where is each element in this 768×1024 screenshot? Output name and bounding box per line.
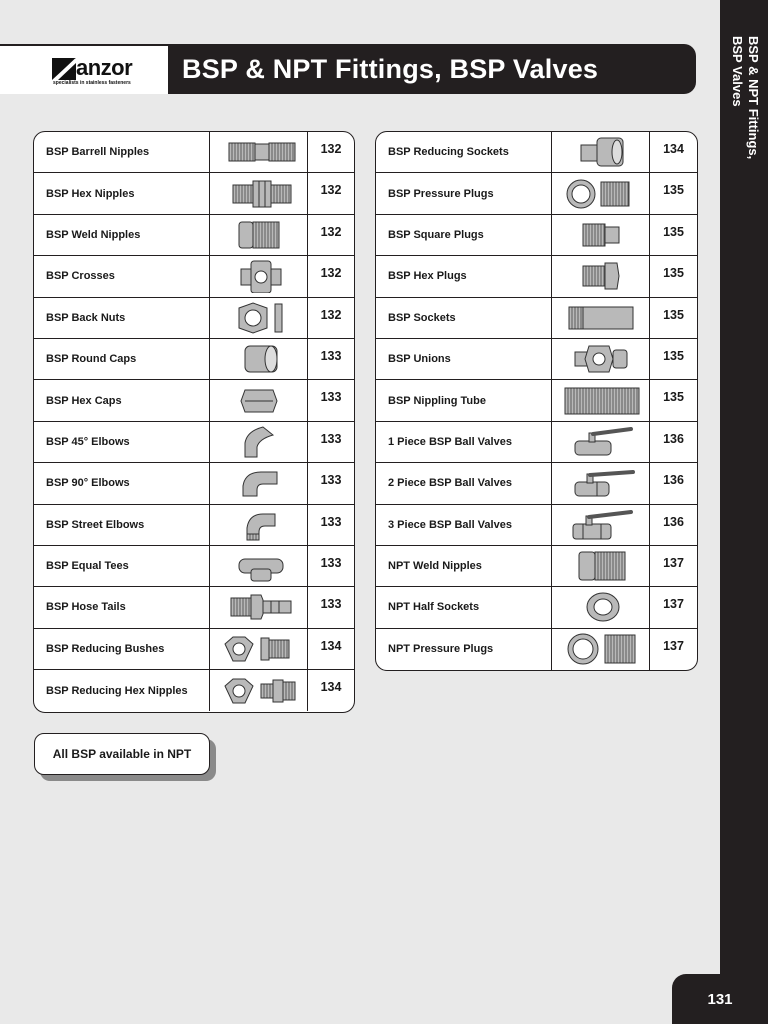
product-name: BSP 90° Elbows xyxy=(34,463,210,503)
table-row xyxy=(34,422,354,463)
page-ref: 137 xyxy=(663,597,684,612)
product-image xyxy=(552,463,650,503)
product-image xyxy=(210,505,308,545)
table-row xyxy=(34,629,354,670)
product-image xyxy=(210,173,308,213)
page-ref: 134 xyxy=(663,142,684,156)
cross-fitting-icon xyxy=(211,259,307,293)
page-ref: 133 xyxy=(320,348,342,363)
ball-valve-2pc-icon xyxy=(553,466,649,500)
table-row xyxy=(376,256,697,297)
product-image xyxy=(552,629,650,670)
product-name: BSP Hex Plugs xyxy=(376,256,552,296)
product-image xyxy=(552,587,650,627)
npt-pressure-plug-icon xyxy=(553,632,649,666)
table-row xyxy=(34,463,354,504)
product-image xyxy=(210,256,308,296)
npt-half-socket-icon xyxy=(553,590,649,624)
table-row xyxy=(34,173,354,214)
equal-tee-icon xyxy=(211,549,307,583)
product-image xyxy=(552,505,650,545)
product-name: BSP Unions xyxy=(376,339,552,379)
reducing-bush-icon xyxy=(211,632,307,666)
page-ref: 134 xyxy=(320,638,342,653)
product-name: BSP Hex Nipples xyxy=(34,173,210,213)
hex-nipple-icon xyxy=(211,177,307,211)
product-name: BSP Square Plugs xyxy=(376,215,552,255)
nippling-tube-icon xyxy=(553,384,649,418)
table-row xyxy=(376,505,697,546)
table-row xyxy=(376,546,697,587)
product-image xyxy=(210,463,308,503)
right-table xyxy=(375,131,698,671)
product-image xyxy=(210,339,308,379)
product-image xyxy=(552,256,650,296)
page-ref: 133 xyxy=(320,390,342,405)
table-row xyxy=(376,132,697,173)
page-ref: 136 xyxy=(663,431,684,446)
table-row xyxy=(34,587,354,628)
product-name: BSP Reducing Hex Nipples xyxy=(34,670,210,711)
logo-tagline: specialists in stainless fasteners xyxy=(53,80,131,86)
product-name: 2 Piece BSP Ball Valves xyxy=(376,463,552,503)
table-row xyxy=(34,546,354,587)
logo-wordmark: anzor xyxy=(76,55,133,80)
product-name: BSP Sockets xyxy=(376,298,552,338)
page-ref: 133 xyxy=(320,473,342,488)
product-image xyxy=(552,380,650,420)
product-name: BSP Equal Tees xyxy=(34,546,210,586)
product-name: BSP 45° Elbows xyxy=(34,422,210,462)
product-name: BSP Back Nuts xyxy=(34,298,210,338)
page-ref: 137 xyxy=(663,555,684,570)
hex-plug-icon xyxy=(553,259,649,293)
anzor-logo-icon xyxy=(52,58,76,80)
page-title: BSP & NPT Fittings, BSP Valves xyxy=(182,54,599,84)
product-image xyxy=(210,422,308,462)
page-ref: 132 xyxy=(320,183,342,198)
product-image xyxy=(552,215,650,255)
pressure-plug-icon xyxy=(553,177,649,211)
hex-cap-icon xyxy=(211,384,307,418)
product-image xyxy=(552,132,650,172)
hose-tail-icon xyxy=(211,590,307,624)
table-row xyxy=(34,670,354,711)
product-name: BSP Hex Caps xyxy=(34,380,210,420)
product-name: BSP Round Caps xyxy=(34,339,210,379)
page-ref: 133 xyxy=(320,555,342,570)
page-ref: 137 xyxy=(663,638,684,653)
page-ref: 133 xyxy=(320,514,342,529)
product-name: BSP Street Elbows xyxy=(34,505,210,545)
npt-note: All BSP available in NPT xyxy=(34,733,210,775)
product-image xyxy=(552,546,650,586)
square-plug-icon xyxy=(553,218,649,252)
page-ref: 132 xyxy=(320,266,342,281)
product-image xyxy=(210,298,308,338)
table-row xyxy=(376,215,697,256)
product-name: BSP Reducing Sockets xyxy=(376,132,552,172)
elbow-90-icon xyxy=(211,466,307,500)
table-row xyxy=(376,380,697,421)
ball-valve-3pc-icon xyxy=(553,508,649,542)
table-row xyxy=(34,505,354,546)
page-ref: 133 xyxy=(320,431,342,446)
barrel-nipple-icon xyxy=(211,135,307,169)
product-name: BSP Crosses xyxy=(34,256,210,296)
left-table xyxy=(33,131,355,713)
reducing-socket-icon xyxy=(553,135,649,169)
page-ref: 135 xyxy=(663,224,684,239)
product-name: BSP Pressure Plugs xyxy=(376,173,552,213)
table-row xyxy=(34,298,354,339)
page-ref: 132 xyxy=(320,142,342,156)
product-image xyxy=(210,132,308,172)
product-image xyxy=(210,587,308,627)
page-ref: 133 xyxy=(320,597,342,612)
product-name: BSP Hose Tails xyxy=(34,587,210,627)
round-cap-icon xyxy=(211,342,307,376)
page-ref: 135 xyxy=(663,348,684,363)
product-image xyxy=(552,339,650,379)
table-row xyxy=(376,463,697,504)
reducing-hex-nipple-icon xyxy=(211,674,307,708)
table-row xyxy=(34,215,354,256)
product-name: BSP Nippling Tube xyxy=(376,380,552,420)
table-row xyxy=(376,173,697,214)
table-row xyxy=(376,587,697,628)
table-row xyxy=(376,298,697,339)
table-row xyxy=(34,380,354,421)
product-image xyxy=(210,670,308,711)
page-ref: 132 xyxy=(320,307,342,322)
page-ref: 135 xyxy=(663,390,684,405)
page-number: 131 xyxy=(672,974,768,1024)
product-name: BSP Reducing Bushes xyxy=(34,629,210,669)
table-row xyxy=(376,629,697,670)
weld-nipple-icon xyxy=(211,218,307,252)
page-ref: 135 xyxy=(663,183,684,198)
ball-valve-1pc-icon xyxy=(553,425,649,459)
back-nut-icon xyxy=(211,301,307,335)
product-image xyxy=(552,173,650,213)
product-image xyxy=(210,546,308,586)
table-row xyxy=(34,132,354,173)
npt-weld-nipple-icon xyxy=(553,549,649,583)
socket-icon xyxy=(553,301,649,335)
page-ref: 136 xyxy=(663,514,684,529)
street-elbow-icon xyxy=(211,508,307,542)
elbow-45-icon xyxy=(211,425,307,459)
table-row xyxy=(34,339,354,380)
product-name: NPT Pressure Plugs xyxy=(376,629,552,670)
product-image xyxy=(552,422,650,462)
side-tab-label: BSP & NPT Fittings, BSP Valves xyxy=(730,36,761,160)
page-ref: 134 xyxy=(320,680,342,695)
page-ref: 132 xyxy=(320,224,342,239)
table-row xyxy=(376,339,697,380)
page-ref: 135 xyxy=(663,307,684,322)
product-name: NPT Weld Nipples xyxy=(376,546,552,586)
table-row xyxy=(34,256,354,297)
product-image xyxy=(552,298,650,338)
logo xyxy=(0,46,168,94)
page-ref: 135 xyxy=(663,266,684,281)
product-name: 3 Piece BSP Ball Valves xyxy=(376,505,552,545)
product-image xyxy=(210,215,308,255)
union-icon xyxy=(553,342,649,376)
page-ref: 136 xyxy=(663,473,684,488)
table-row xyxy=(376,422,697,463)
product-name: NPT Half Sockets xyxy=(376,587,552,627)
product-image xyxy=(210,629,308,669)
product-name: BSP Weld Nipples xyxy=(34,215,210,255)
product-image xyxy=(210,380,308,420)
product-name: BSP Barrell Nipples xyxy=(34,132,210,172)
product-name: 1 Piece BSP Ball Valves xyxy=(376,422,552,462)
